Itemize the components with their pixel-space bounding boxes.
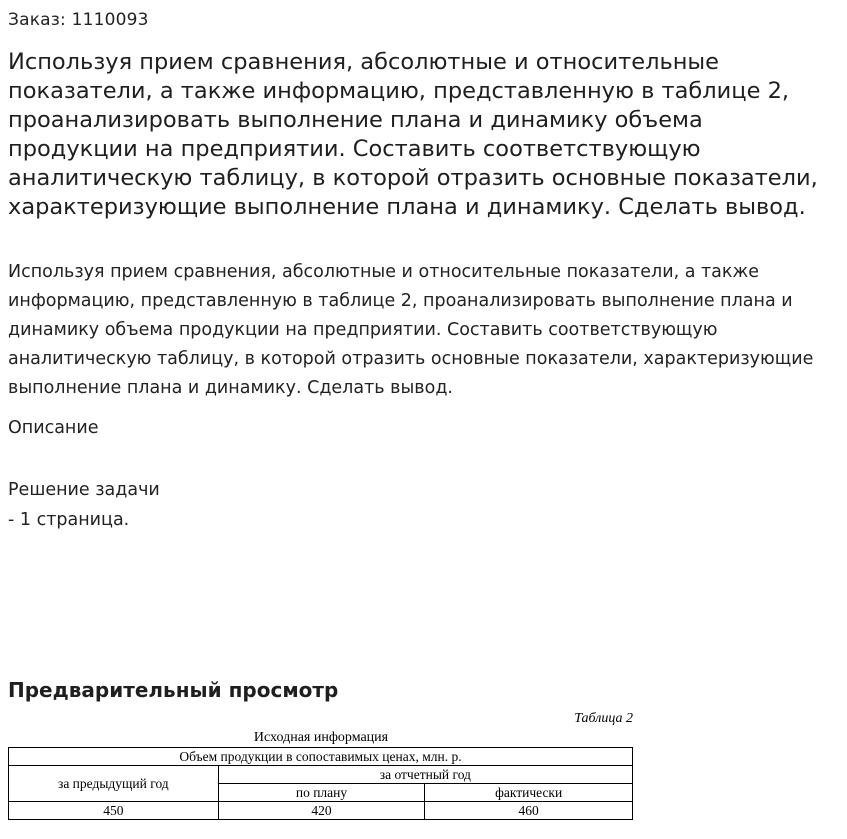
table-caption: Таблица 2 — [574, 711, 633, 726]
order-number: Заказ: 1110093 — [8, 10, 149, 30]
task-text: Используя прием сравнения, абсолютные и относительные показатели, а также информацию, представленную в таблице 2, проанализировать выполнение плана и динамику объема продукции на предприятии. Составить соответствующую аналитическую таблицу, в которой отразить основные показатели, характеризующие выполнение плана и динамику. Сделать вывод. — [8, 262, 814, 398]
column-header-plan: по плану — [218, 784, 425, 802]
table-cell-actual: 460 — [425, 802, 633, 820]
table-row — [9, 766, 633, 784]
table-title: Исходная информация — [253, 730, 389, 745]
description-label: Описание — [8, 418, 99, 438]
table-group-header: Объем продукции в сопоставимых ценах, млн. р. — [9, 748, 633, 766]
column-header-previous-year: за предыдущий год — [9, 766, 219, 802]
solution-label: Решение задачи — [8, 480, 160, 500]
source-data-table — [8, 747, 633, 820]
column-header-reporting-year: за отчетный год — [218, 766, 632, 784]
column-header-actual: фактически — [425, 784, 633, 802]
page-count: - 1 страница. — [8, 510, 130, 530]
table-row — [9, 748, 633, 766]
table-cell-previous: 450 — [9, 802, 219, 820]
table-row — [9, 802, 633, 820]
preview-image — [8, 710, 634, 820]
task-heading: Используя прием сравнения, абсолютные и относительные показатели, а также информацию, представленную в таблице 2, проанализировать выполнение плана и динамику объема продукции на предприятии. Составить соответствующую аналитическую таблицу, в которой отразить основные показатели, характеризующие выполнение плана и динамику. Сделать вывод. — [8, 49, 818, 220]
preview-title: Предварительный просмотр — [8, 678, 339, 702]
table-cell-plan: 420 — [218, 802, 425, 820]
